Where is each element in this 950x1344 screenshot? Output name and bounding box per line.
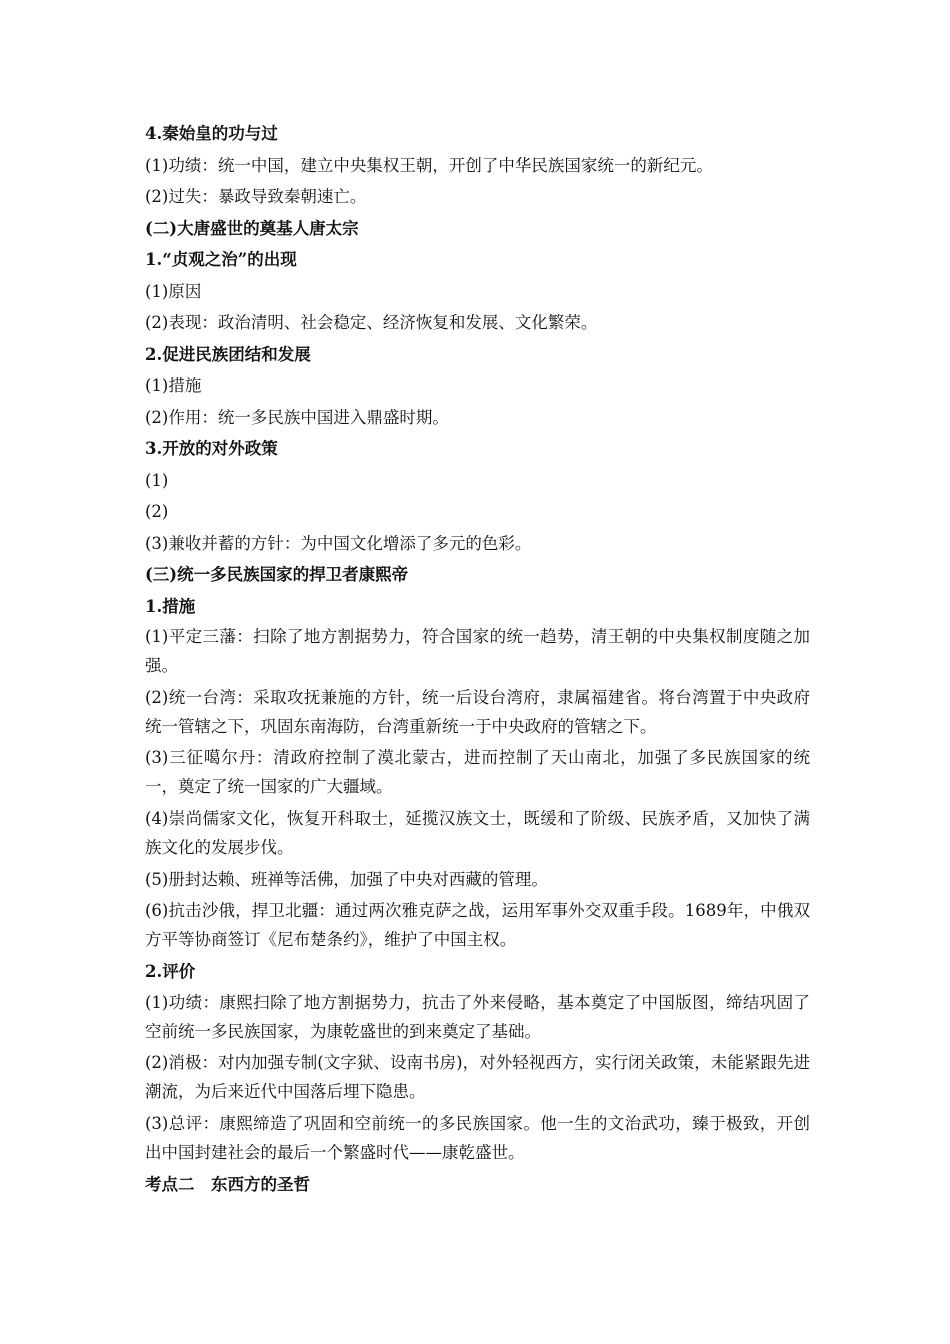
- document-body: [145, 118, 810, 1201]
- section-heading: 4.秦始皇的功与过: [145, 124, 278, 143]
- paragraph: (1)原因: [145, 281, 202, 301]
- paragraph: (2)过失：暴政导致秦朝速亡。: [145, 187, 367, 206]
- paragraph: (3)总评：康熙缔造了巩固和空前统一的多民族国家。他一生的文治武功，臻于极致，开创出中国封建社会的最后一个繁盛时代——康乾盛世。: [145, 1113, 810, 1162]
- paragraph: (1)功绩：统一中国，建立中央集权王朝，开创了中华民族国家统一的新纪元。: [145, 155, 713, 175]
- paragraph: (4)崇尚儒家文化，恢复开科取士，延揽汉族文士，既缓和了阶级、民族矛盾，又加快了满族文化的发展步伐。: [145, 808, 810, 857]
- paragraph: (2): [145, 502, 169, 521]
- paragraph: (1)措施: [145, 376, 202, 395]
- paragraph: (3)三征噶尔丹：清政府控制了漠北蒙古，进而控制了天山南北，加强了多民族国家的统一，奠定了统一国家的广大疆域。: [145, 748, 810, 796]
- section-heading: 1.措施: [145, 596, 196, 616]
- section-heading: 2.促进民族团结和发展: [145, 344, 311, 364]
- section-heading: 3.开放的对外政策: [145, 439, 278, 458]
- paragraph: (1)平定三藩：扫除了地方割据势力，符合国家的统一趋势，清王朝的中央集权制度随之加强。: [145, 627, 810, 675]
- section-heading: (三)统一多民族国家的捍卫者康熙帝: [145, 565, 409, 584]
- paragraph: (2)消极：对内加强专制(文字狱、设南书房)，对外轻视西方，实行闭关政策，未能紧跟先进潮流，为后来近代中国落后埋下隐患。: [145, 1053, 810, 1101]
- paragraph: (2)表现：政治清明、社会稳定、经济恢复和发展、文化繁荣。: [145, 313, 598, 332]
- paragraph: (2)统一台湾：采取攻抚兼施的方针，统一后设台湾府，隶属福建省。将台湾置于中央政府统一管辖之下，巩固东南海防，台湾重新统一于中央政府的管辖之下。: [145, 687, 810, 736]
- paragraph: (2)作用：统一多民族中国进入鼎盛时期。: [145, 407, 449, 427]
- section-heading: 1.“贞观之治”的出现: [145, 250, 297, 269]
- paragraph: (5)册封达赖、班禅等活佛，加强了中央对西藏的管理。: [145, 870, 548, 889]
- paragraph: (6)抗击沙俄，捍卫北疆：通过两次雅克萨之战，运用军事外交双重手段。1689年，中俄双方平等协商签订《尼布楚条约》，维护了中国主权。: [145, 900, 810, 949]
- section-heading: 考点二 东西方的圣哲: [145, 1175, 310, 1194]
- paragraph: (3)兼收并蓄的方针：为中国文化增添了多元的色彩。: [145, 533, 532, 553]
- section-heading: 2.评价: [145, 962, 196, 981]
- paragraph: (1)功绩：康熙扫除了地方割据势力，抗击了外来侵略，基本奠定了中国版图，缔结巩固了空前统一多民族国家，为康乾盛世的到来奠定了基础。: [145, 992, 810, 1041]
- section-heading: (二)大唐盛世的奠基人唐太宗: [145, 218, 359, 238]
- paragraph: (1): [145, 470, 169, 490]
